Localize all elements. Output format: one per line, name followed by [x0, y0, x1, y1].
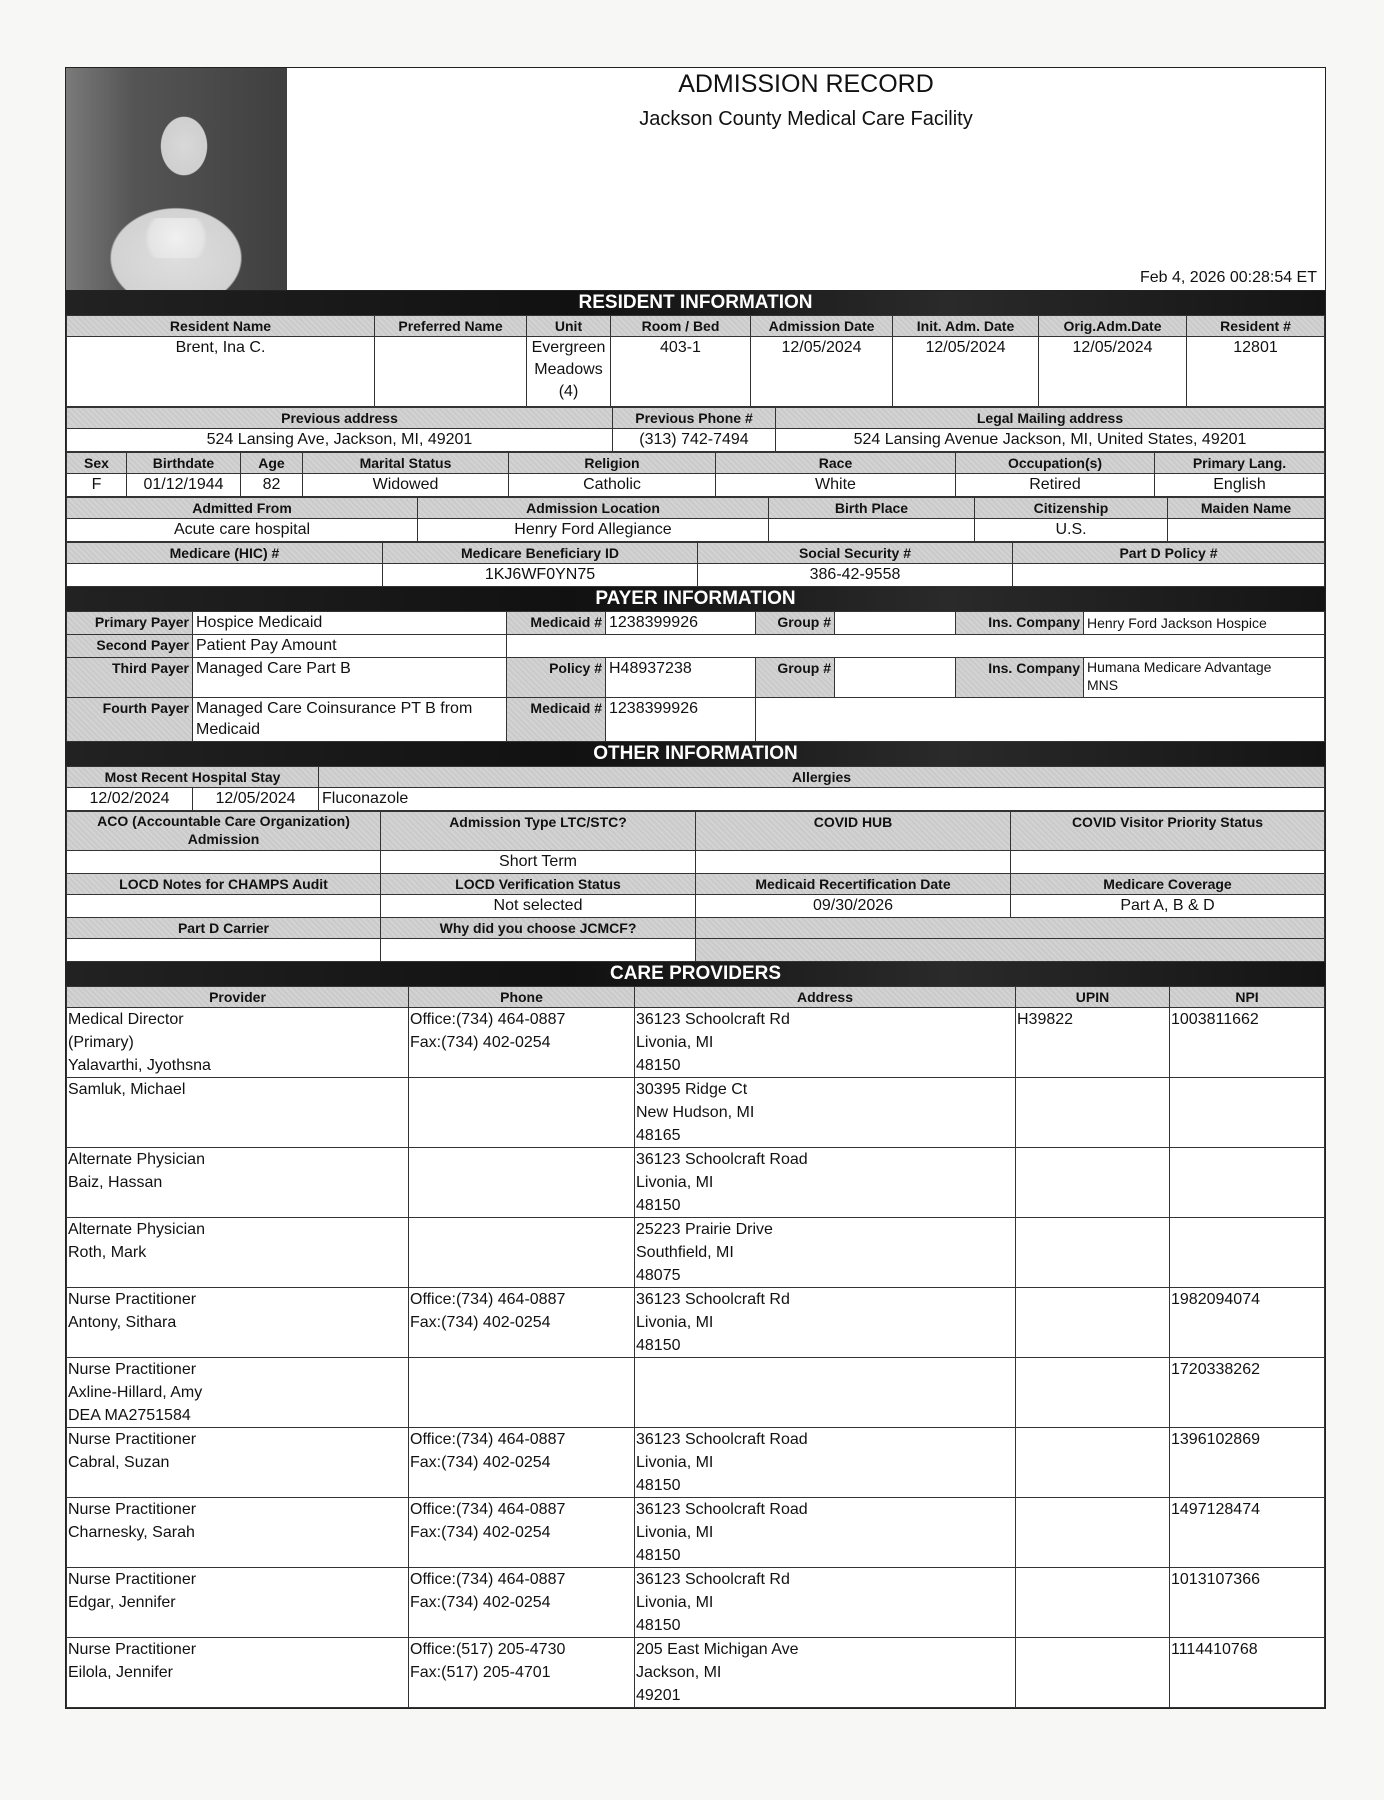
primary-ins-company: Henry Ford Jackson Hospice — [1084, 612, 1325, 635]
provider-name — [67, 1078, 409, 1148]
fourth-payer-empty — [756, 698, 1325, 742]
provider-address — [635, 1428, 1016, 1498]
provider-address — [635, 1288, 1016, 1358]
second-payer-empty — [507, 635, 1325, 658]
provider-address-line: Livonia, MI — [636, 1454, 714, 1471]
label-previous-phone: Previous Phone # — [613, 408, 776, 429]
ins-company-line: Humana Medicare Advantage — [1087, 659, 1272, 675]
resident-table-1 — [66, 315, 1325, 407]
label-allergies: Allergies — [319, 767, 1325, 788]
provider-npi: 1720338262 — [1170, 1358, 1325, 1428]
label-primary-ins-company: Ins. Company — [956, 612, 1084, 635]
label-religion: Religion — [509, 453, 716, 474]
provider-address-line: 25223 Prairie Drive — [636, 1221, 773, 1238]
admitted-from: Acute care hospital — [67, 519, 418, 542]
provider-name-line: Nurse Practitioner — [68, 1291, 197, 1308]
provider-address — [635, 1498, 1016, 1568]
label-medicare-hic: Medicare (HIC) # — [67, 543, 383, 564]
provider-npi — [1170, 1218, 1325, 1288]
provider-address-line: 48150 — [636, 1477, 681, 1494]
label-fourth-medicaid: Medicaid # — [507, 698, 606, 742]
provider-address-line: 36123 Schoolcraft Road — [636, 1151, 808, 1168]
provider-phone-line: Office:(734) 464-0887 — [410, 1431, 566, 1448]
provider-name — [67, 1148, 409, 1218]
provider-address-line: Jackson, MI — [636, 1664, 722, 1681]
aco-label-line: Admission — [187, 831, 260, 847]
provider-address-line: Livonia, MI — [636, 1314, 714, 1331]
provider-address-line: Southfield, MI — [636, 1244, 734, 1261]
third-ins-company — [1084, 658, 1325, 698]
label-birthdate: Birthdate — [127, 453, 241, 474]
care-providers-body — [67, 1008, 1325, 1708]
label-third-group: Group # — [756, 658, 835, 698]
label-admission-type: Admission Type LTC/STC? — [381, 812, 696, 851]
column-npi: NPI — [1170, 987, 1325, 1008]
provider-address-line: 36123 Schoolcraft Rd — [636, 1571, 790, 1588]
aco-label-line: ACO (Accountable Care Organization) — [97, 813, 350, 829]
provider-address — [635, 1148, 1016, 1218]
fourth-payer-line: Managed Care Coinsurance PT B from — [196, 700, 473, 717]
section-payer-information: PAYER INFORMATION — [66, 587, 1325, 611]
label-third-policy: Policy # — [507, 658, 606, 698]
provider-phone — [409, 1008, 635, 1078]
provider-upin — [1016, 1568, 1170, 1638]
column-upin: UPIN — [1016, 987, 1170, 1008]
medicare-coverage: Part A, B & D — [1011, 895, 1325, 918]
unit-line: Evergreen — [531, 339, 606, 356]
provider-address-line: 48150 — [636, 1197, 681, 1214]
provider-name — [67, 1568, 409, 1638]
provider-address-line: Livonia, MI — [636, 1034, 714, 1051]
admission-type: Short Term — [381, 851, 696, 874]
other-info-table — [66, 811, 1325, 962]
medicare-hic — [67, 564, 383, 587]
provider-name — [67, 1358, 409, 1428]
provider-name-line: Samluk, Michael — [68, 1081, 186, 1098]
aco — [67, 851, 381, 874]
provider-row — [67, 1498, 1325, 1568]
provider-row — [67, 1428, 1325, 1498]
provider-phone-line: Fax:(734) 402-0254 — [410, 1454, 551, 1471]
label-admission-date: Admission Date — [751, 316, 893, 337]
label-third-payer: Third Payer — [67, 658, 193, 698]
provider-phone — [409, 1148, 635, 1218]
label-third-ins-company: Ins. Company — [956, 658, 1084, 698]
provider-name-line: Baiz, Hassan — [68, 1174, 163, 1191]
provider-row — [67, 1358, 1325, 1428]
provider-upin — [1016, 1288, 1170, 1358]
provider-upin — [1016, 1638, 1170, 1708]
provider-address-line: 48150 — [636, 1547, 681, 1564]
other-blank-value — [696, 939, 1325, 962]
provider-address-line: 48075 — [636, 1267, 681, 1284]
provider-name-line: Nurse Practitioner — [68, 1501, 197, 1518]
third-payer: Managed Care Part B — [193, 658, 507, 698]
birthdate: 01/12/1944 — [127, 474, 241, 497]
provider-name-line: Alternate Physician — [68, 1221, 205, 1238]
label-hospital-stay: Most Recent Hospital Stay — [67, 767, 319, 788]
birth-place — [769, 519, 975, 542]
label-age: Age — [241, 453, 303, 474]
label-covid-hub: COVID HUB — [696, 812, 1011, 851]
age: 82 — [241, 474, 303, 497]
provider-address — [635, 1218, 1016, 1288]
hospital-stay-to: 12/05/2024 — [193, 788, 319, 811]
page-title: ADMISSION RECORD — [678, 70, 934, 98]
label-race: Race — [716, 453, 956, 474]
provider-address-line: Livonia, MI — [636, 1594, 714, 1611]
label-primary-group: Group # — [756, 612, 835, 635]
fourth-medicaid: 1238399926 — [606, 698, 756, 742]
provider-address — [635, 1078, 1016, 1148]
previous-address: 524 Lansing Ave, Jackson, MI, 49201 — [67, 429, 613, 452]
citizenship: U.S. — [975, 519, 1168, 542]
maiden-name — [1168, 519, 1325, 542]
provider-npi: 1982094074 — [1170, 1288, 1325, 1358]
provider-phone-line: Office:(734) 464-0887 — [410, 1011, 566, 1028]
provider-npi: 1114410768 — [1170, 1638, 1325, 1708]
admission-location: Henry Ford Allegiance — [418, 519, 769, 542]
label-medicare-coverage: Medicare Coverage — [1011, 874, 1325, 895]
provider-name — [67, 1428, 409, 1498]
label-aco — [67, 812, 381, 851]
section-care-providers: CARE PROVIDERS — [66, 962, 1325, 986]
primary-group — [835, 612, 956, 635]
provider-name-line: Cabral, Suzan — [68, 1454, 170, 1471]
provider-address — [635, 1568, 1016, 1638]
why-jcmcf — [381, 939, 696, 962]
provider-name-line: Roth, Mark — [68, 1244, 147, 1261]
primary-payer: Hospice Medicaid — [193, 612, 507, 635]
admission-record — [65, 67, 1326, 1709]
provider-npi — [1170, 1078, 1325, 1148]
provider-npi: 1396102869 — [1170, 1428, 1325, 1498]
provider-name-line: Eilola, Jennifer — [68, 1664, 173, 1681]
provider-phone-line: Fax:(734) 402-0254 — [410, 1034, 551, 1051]
provider-name-line: Antony, Sithara — [68, 1314, 177, 1331]
part-d-carrier — [67, 939, 381, 962]
label-medicare-beneficiary-id: Medicare Beneficiary ID — [383, 543, 698, 564]
provider-name — [67, 1638, 409, 1708]
provider-phone — [409, 1568, 635, 1638]
resident-number: 12801 — [1187, 337, 1325, 407]
label-orig-adm-date: Orig.Adm.Date — [1039, 316, 1187, 337]
orig-adm-date: 12/05/2024 — [1039, 337, 1187, 407]
previous-phone: (313) 742-7494 — [613, 429, 776, 452]
locd-status: Not selected — [381, 895, 696, 918]
recert-date: 09/30/2026 — [696, 895, 1011, 918]
provider-address-line: 36123 Schoolcraft Rd — [636, 1291, 790, 1308]
label-part-d-policy: Part D Policy # — [1013, 543, 1325, 564]
admission-date: 12/05/2024 — [751, 337, 893, 407]
provider-name — [67, 1498, 409, 1568]
provider-phone — [409, 1218, 635, 1288]
label-primary-language: Primary Lang. — [1155, 453, 1325, 474]
label-sex: Sex — [67, 453, 127, 474]
provider-name-line: Edgar, Jennifer — [68, 1594, 176, 1611]
provider-row — [67, 1078, 1325, 1148]
label-preferred-name: Preferred Name — [375, 316, 527, 337]
provider-upin: H39822 — [1016, 1008, 1170, 1078]
provider-row — [67, 1218, 1325, 1288]
race: White — [716, 474, 956, 497]
label-part-d-carrier: Part D Carrier — [67, 918, 381, 939]
provider-name-line: Charnesky, Sarah — [68, 1524, 195, 1541]
label-admitted-from: Admitted From — [67, 498, 418, 519]
init-adm-date: 12/05/2024 — [893, 337, 1039, 407]
provider-address-line: 48150 — [636, 1337, 681, 1354]
section-other-information: OTHER INFORMATION — [66, 742, 1325, 766]
resident-photo — [66, 68, 287, 290]
provider-phone-line: Office:(734) 464-0887 — [410, 1571, 566, 1588]
label-legal-mailing-address: Legal Mailing address — [776, 408, 1325, 429]
provider-phone — [409, 1498, 635, 1568]
label-occupation: Occupation(s) — [956, 453, 1155, 474]
fourth-payer-line: Medicaid — [196, 721, 261, 738]
label-locd-notes: LOCD Notes for CHAMPS Audit — [67, 874, 381, 895]
label-admission-location: Admission Location — [418, 498, 769, 519]
covid-visitor — [1011, 851, 1325, 874]
provider-name-line: Nurse Practitioner — [68, 1361, 197, 1378]
provider-phone-line: Fax:(734) 402-0254 — [410, 1524, 551, 1541]
provider-address-line: 48150 — [636, 1617, 681, 1634]
provider-row — [67, 1008, 1325, 1078]
label-fourth-payer: Fourth Payer — [67, 698, 193, 742]
provider-phone — [409, 1638, 635, 1708]
provider-upin — [1016, 1148, 1170, 1218]
label-maiden-name: Maiden Name — [1168, 498, 1325, 519]
column-address: Address — [635, 987, 1016, 1008]
provider-upin — [1016, 1498, 1170, 1568]
ins-company-line: MNS — [1087, 677, 1119, 693]
provider-name-line: Alternate Physician — [68, 1151, 205, 1168]
provider-phone-line: Fax:(734) 402-0254 — [410, 1594, 551, 1611]
payer-table — [66, 611, 1325, 742]
label-primary-payer: Primary Payer — [67, 612, 193, 635]
provider-phone — [409, 1358, 635, 1428]
column-provider: Provider — [67, 987, 409, 1008]
provider-name-line: Nurse Practitioner — [68, 1431, 197, 1448]
hospital-stay-from: 12/02/2024 — [67, 788, 193, 811]
provider-npi: 1003811662 — [1170, 1008, 1325, 1078]
provider-phone — [409, 1428, 635, 1498]
provider-phone-line: Office:(734) 464-0887 — [410, 1501, 566, 1518]
marital-status: Widowed — [303, 474, 509, 497]
provider-address-line: 48165 — [636, 1127, 681, 1144]
second-payer: Patient Pay Amount — [193, 635, 507, 658]
section-resident-information: RESIDENT INFORMATION — [66, 291, 1325, 315]
provider-name — [67, 1218, 409, 1288]
care-providers-table — [66, 986, 1325, 1708]
provider-address — [635, 1008, 1016, 1078]
preferred-name — [375, 337, 527, 407]
provider-address — [635, 1638, 1016, 1708]
unit — [527, 337, 611, 407]
label-marital-status: Marital Status — [303, 453, 509, 474]
label-locd-status: LOCD Verification Status — [381, 874, 696, 895]
provider-address-line: 49201 — [636, 1687, 681, 1704]
social-security: 386-42-9558 — [698, 564, 1013, 587]
provider-name-line: DEA MA2751584 — [68, 1407, 191, 1424]
primary-medicaid: 1238399926 — [606, 612, 756, 635]
label-resident-name: Resident Name — [67, 316, 375, 337]
label-init-adm-date: Init. Adm. Date — [893, 316, 1039, 337]
provider-address-line: 30395 Ridge Ct — [636, 1081, 748, 1098]
third-policy: H48937238 — [606, 658, 756, 698]
provider-row — [67, 1148, 1325, 1218]
provider-phone-line: Office:(734) 464-0887 — [410, 1291, 566, 1308]
provider-upin — [1016, 1218, 1170, 1288]
column-phone: Phone — [409, 987, 635, 1008]
provider-name-line: Axline-Hillard, Amy — [68, 1384, 203, 1401]
covid-hub — [696, 851, 1011, 874]
label-why-jcmcf: Why did you choose JCMCF? — [381, 918, 696, 939]
provider-name-line: Nurse Practitioner — [68, 1641, 197, 1658]
third-group — [835, 658, 956, 698]
provider-phone-line: Fax:(517) 205-4701 — [410, 1664, 551, 1681]
label-second-payer: Second Payer — [67, 635, 193, 658]
provider-npi: 1013107366 — [1170, 1568, 1325, 1638]
label-primary-medicaid: Medicaid # — [507, 612, 606, 635]
other-blank-header — [696, 918, 1325, 939]
label-previous-address: Previous address — [67, 408, 613, 429]
resident-table-3 — [66, 452, 1325, 497]
resident-table-2 — [66, 407, 1325, 452]
provider-address-line: 48150 — [636, 1057, 681, 1074]
provider-row — [67, 1638, 1325, 1708]
sex: F — [67, 474, 127, 497]
legal-mailing-address: 524 Lansing Avenue Jackson, MI, United States, 49201 — [776, 429, 1325, 452]
resident-name: Brent, Ina C. — [67, 337, 375, 407]
label-citizenship: Citizenship — [975, 498, 1168, 519]
provider-phone-line: Fax:(734) 402-0254 — [410, 1314, 551, 1331]
label-covid-visitor: COVID Visitor Priority Status — [1011, 812, 1325, 851]
label-social-security: Social Security # — [698, 543, 1013, 564]
allergies: Fluconazole — [319, 788, 1325, 811]
part-d-policy — [1013, 564, 1325, 587]
provider-name-line: Medical Director — [68, 1011, 184, 1028]
provider-address-line: Livonia, MI — [636, 1524, 714, 1541]
provider-name-line: Yalavarthi, Jyothsna — [68, 1057, 211, 1074]
provider-address-line: 36123 Schoolcraft Road — [636, 1431, 808, 1448]
provider-address-line: 205 East Michigan Ave — [636, 1641, 799, 1658]
label-birth-place: Birth Place — [769, 498, 975, 519]
provider-phone — [409, 1078, 635, 1148]
provider-address — [635, 1358, 1016, 1428]
provider-name-line: Nurse Practitioner — [68, 1571, 197, 1588]
unit-line: (4) — [558, 383, 579, 400]
record-header — [66, 68, 1325, 291]
label-recert-date: Medicaid Recertification Date — [696, 874, 1011, 895]
resident-table-4 — [66, 497, 1325, 542]
locd-notes — [67, 895, 381, 918]
printed-timestamp: Feb 4, 2026 00:28:54 ET — [1139, 269, 1317, 286]
unit-line: Meadows — [534, 361, 603, 378]
provider-address-line: Livonia, MI — [636, 1174, 714, 1191]
label-room-bed: Room / Bed — [611, 316, 751, 337]
provider-npi: 1497128474 — [1170, 1498, 1325, 1568]
provider-address-line: 36123 Schoolcraft Rd — [636, 1011, 790, 1028]
provider-name-line: (Primary) — [68, 1034, 134, 1051]
provider-phone-line: Office:(517) 205-4730 — [410, 1641, 566, 1658]
room-bed: 403-1 — [611, 337, 751, 407]
provider-name — [67, 1008, 409, 1078]
provider-name — [67, 1288, 409, 1358]
provider-upin — [1016, 1358, 1170, 1428]
provider-row — [67, 1288, 1325, 1358]
provider-phone — [409, 1288, 635, 1358]
fourth-payer — [193, 698, 507, 742]
occupation: Retired — [956, 474, 1155, 497]
resident-table-5 — [66, 542, 1325, 587]
label-resident-number: Resident # — [1187, 316, 1325, 337]
provider-upin — [1016, 1078, 1170, 1148]
hospital-stay-table — [66, 766, 1325, 811]
provider-upin — [1016, 1428, 1170, 1498]
primary-language: English — [1155, 474, 1325, 497]
label-unit: Unit — [527, 316, 611, 337]
provider-row — [67, 1568, 1325, 1638]
medicare-beneficiary-id: 1KJ6WF0YN75 — [383, 564, 698, 587]
provider-npi — [1170, 1148, 1325, 1218]
facility-name: Jackson County Medical Care Facility — [639, 108, 973, 130]
provider-address-line: New Hudson, MI — [636, 1104, 755, 1121]
religion: Catholic — [509, 474, 716, 497]
provider-address-line: 36123 Schoolcraft Road — [636, 1501, 808, 1518]
